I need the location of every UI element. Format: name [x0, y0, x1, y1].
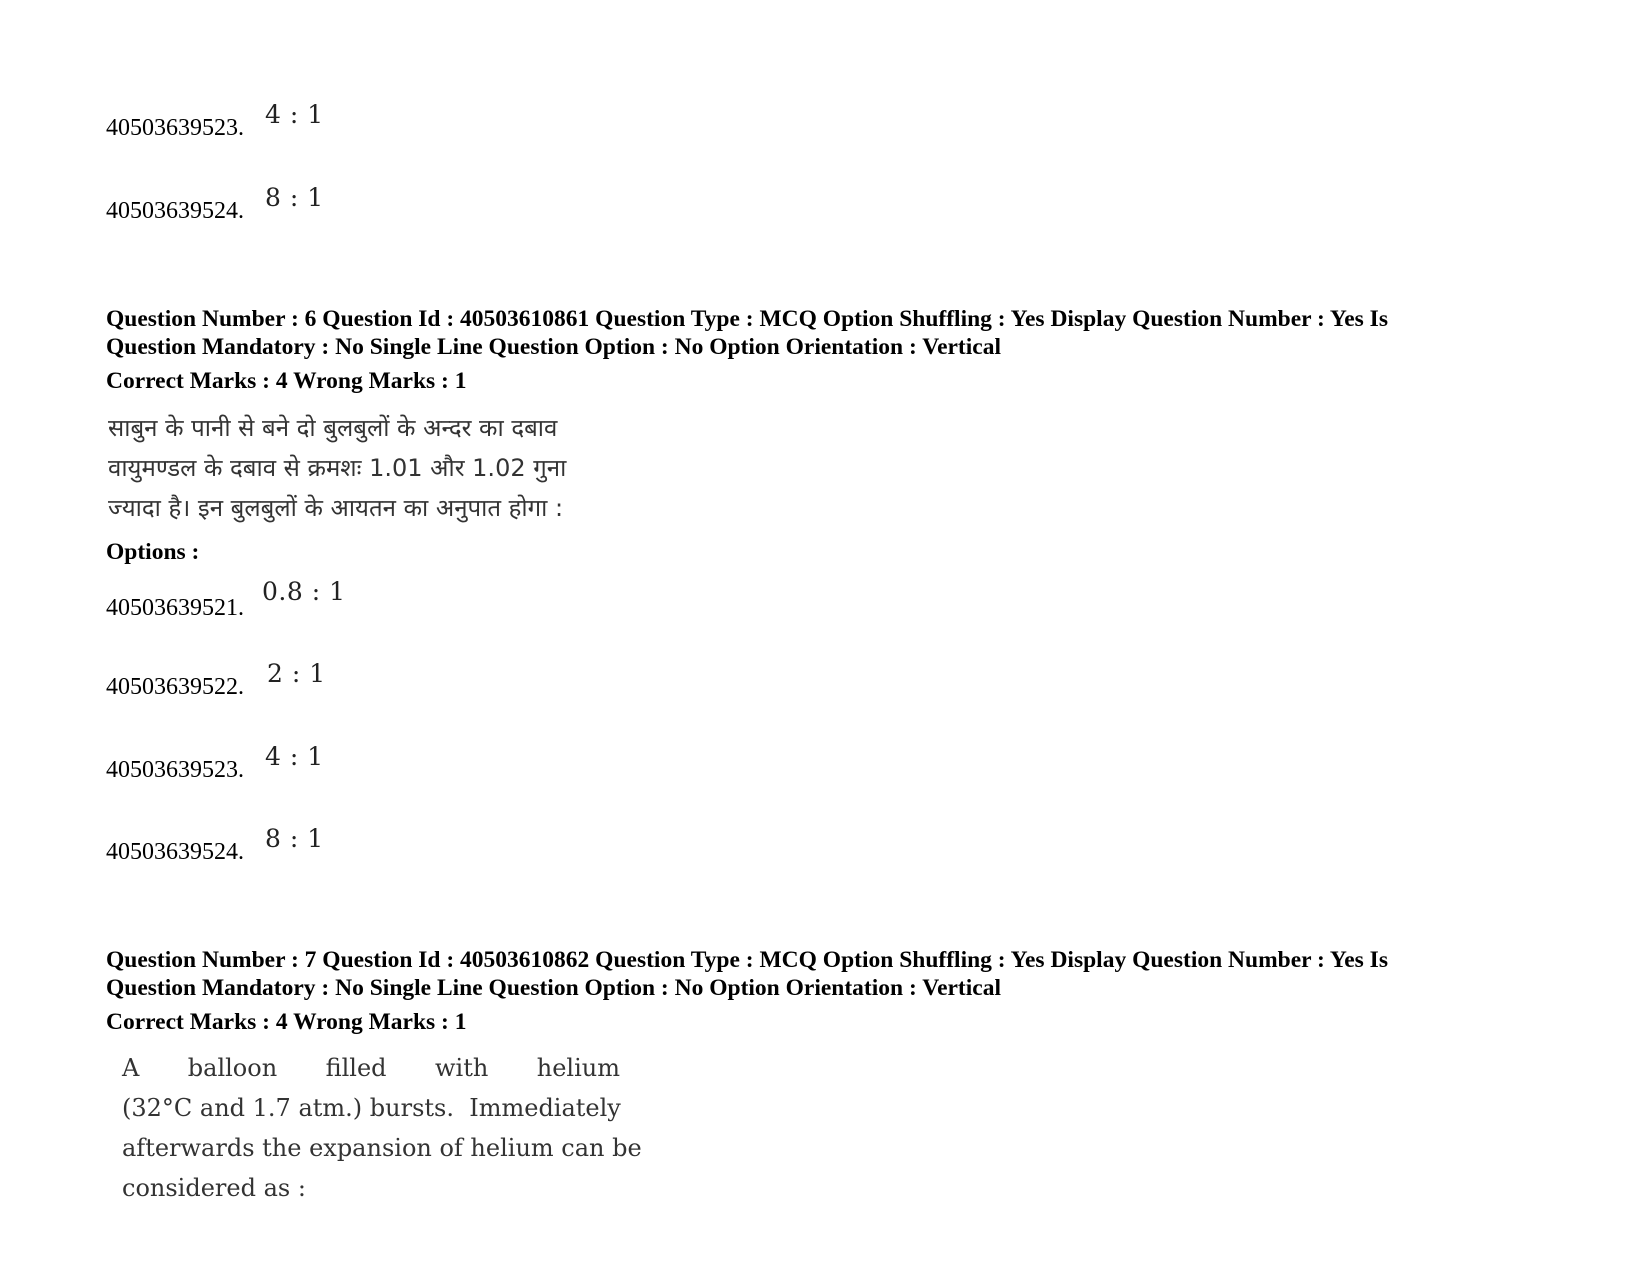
option-id: 40503639524. — [106, 839, 244, 865]
option-id: 40503639523. — [106, 757, 244, 783]
option-value: 4 : 1 — [265, 100, 324, 129]
word: with — [434, 1054, 489, 1082]
option-value: 8 : 1 — [265, 824, 324, 853]
question-7-meta-line-2: Question Mandatory : No Single Line Question Option : No Option Orientation : Vertical — [106, 975, 1001, 1001]
word: A — [122, 1054, 140, 1082]
option-value: 8 : 1 — [265, 183, 324, 212]
question-7-meta-line-1: Question Number : 7 Question Id : 40503610862 Question Type : MCQ Option Shuffling : Yes Display Question Number : Yes Is — [106, 947, 1388, 973]
question-6-meta-line-2: Question Mandatory : No Single Line Question Option : No Option Orientation : Vertical — [106, 334, 1001, 360]
word: helium — [536, 1054, 620, 1082]
question-6-text-line-3: ज्यादा है। इन बुलबुलों के आयतन का अनुपात होगा : — [108, 494, 564, 522]
option-value: 2 : 1 — [267, 659, 326, 688]
question-7-text — [122, 1048, 642, 1208]
option-id: 40503639524. — [106, 198, 244, 224]
question-7-marks: Correct Marks : 4 Wrong Marks : 1 — [106, 1009, 467, 1035]
word: filled — [325, 1054, 387, 1082]
question-6-marks: Correct Marks : 4 Wrong Marks : 1 — [106, 368, 467, 394]
options-label: Options : — [106, 539, 200, 565]
question-6-text-line-1: साबुन के पानी से बने दो बुलबुलों के अन्दर का दबाव — [108, 414, 558, 442]
question-7-text-line-3: afterwards the expansion of helium can be — [122, 1134, 642, 1162]
option-id: 40503639522. — [106, 674, 244, 700]
question-7-text-line-1 — [122, 1048, 620, 1088]
option-id: 40503639521. — [106, 595, 244, 621]
option-value: 0.8 : 1 — [262, 577, 346, 606]
option-id: 40503639523. — [106, 115, 244, 141]
question-6-meta-line-1: Question Number : 6 Question Id : 40503610861 Question Type : MCQ Option Shuffling : Yes Display Question Number : Yes Is — [106, 306, 1388, 332]
question-7-text-line-2: (32°C and 1.7 atm.) bursts. Immediately — [122, 1094, 621, 1122]
option-value: 4 : 1 — [265, 742, 324, 771]
question-6-text-line-2: वायुमण्डल के दबाव से क्रमशः 1.01 और 1.02 गुना — [108, 454, 567, 482]
question-7-text-line-4: considered as : — [122, 1174, 306, 1202]
word: balloon — [187, 1054, 278, 1082]
